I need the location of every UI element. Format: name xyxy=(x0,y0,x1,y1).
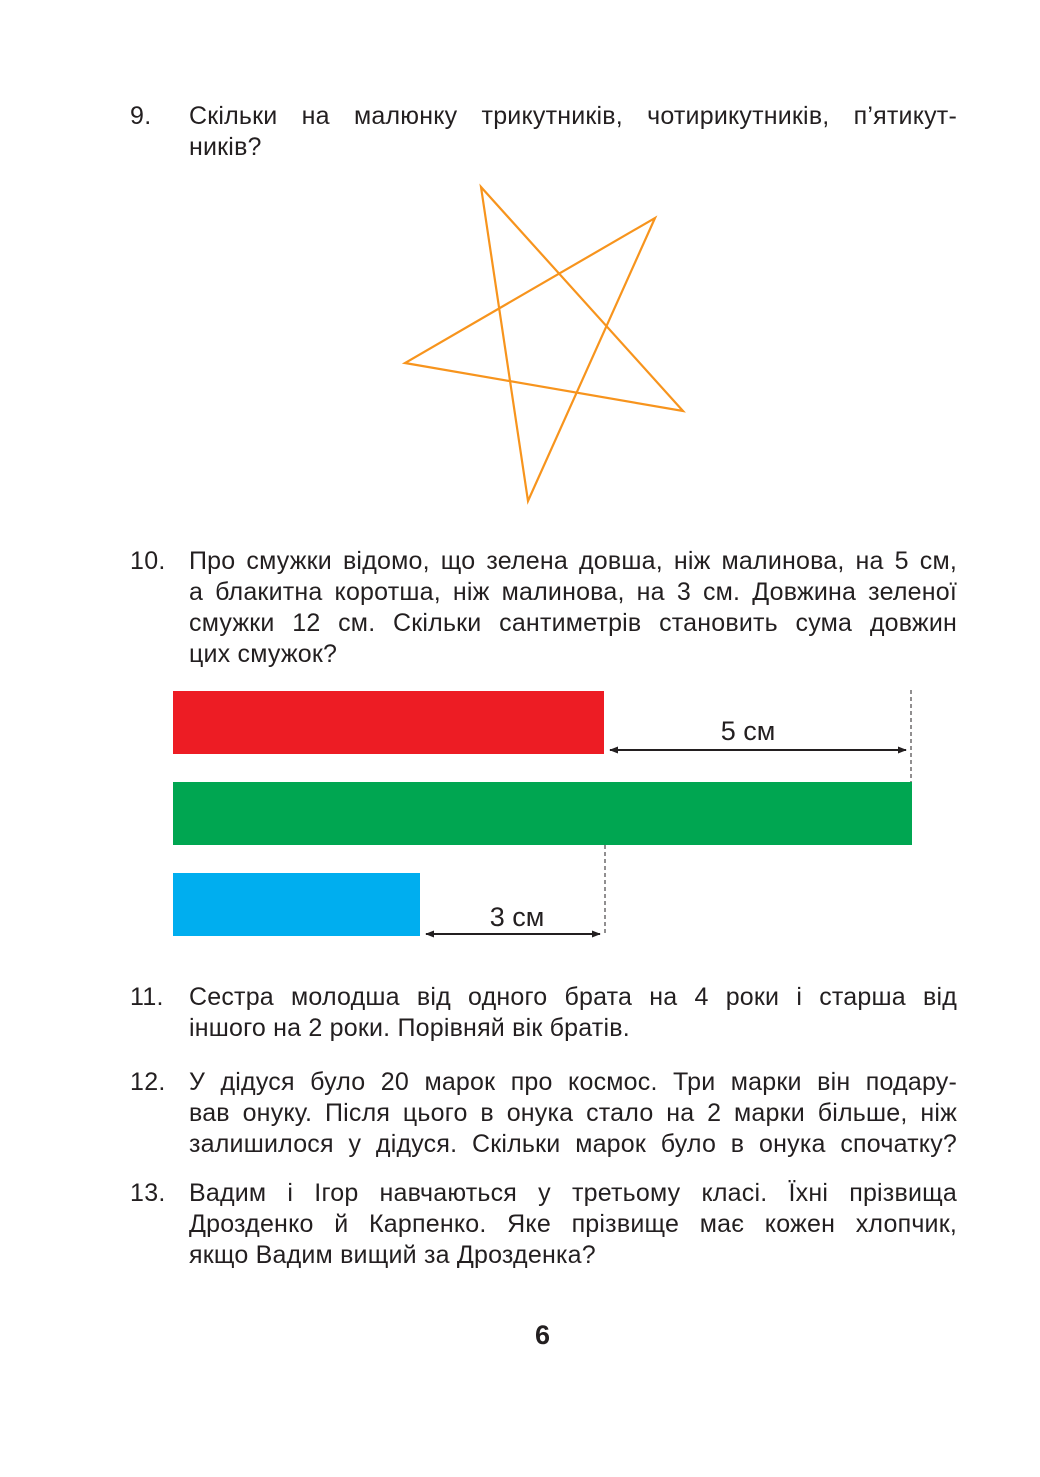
problem-text xyxy=(189,1067,957,1160)
problem-number: 12. xyxy=(130,1068,166,1096)
problem-text-line: залишилося у дідуся. Скільки марок було в онука спочатку? xyxy=(189,1130,957,1158)
page-number: 6 xyxy=(534,1320,551,1350)
problem-text-line: Про смужки відомо, що зелена довша, ніж малинова, на 5 см, xyxy=(189,547,957,575)
problem-text-line: Вадим і Ігор навчаються у третьому класі. Їхні прізвища xyxy=(189,1179,957,1207)
problem-text-line: а блакитна коротша, ніж малинова, на 3 см. Довжина зеленої xyxy=(189,578,957,606)
problem-text-line: ників? xyxy=(189,133,262,161)
problem-text-line: У дідуся було 20 марок про космос. Три марки він подару- xyxy=(189,1068,957,1096)
problem-number: 10. xyxy=(130,547,166,575)
blue-diff-label: 3 см xyxy=(489,902,545,932)
problem-text xyxy=(189,982,957,1044)
problem-number: 9. xyxy=(130,102,152,130)
green-strip xyxy=(173,782,912,845)
problem-text-line: Скільки на малюнку трикутників, чотирикутників, п’ятикут- xyxy=(189,102,957,130)
problem-number: 11. xyxy=(130,983,164,1011)
problem-text-line: цих смужок? xyxy=(189,640,338,668)
problem-text-line: іншого на 2 роки. Порівняй вік братів. xyxy=(189,1014,630,1042)
blue-strip xyxy=(173,873,420,936)
problem-text xyxy=(189,1178,957,1271)
green-diff-label: 5 см xyxy=(720,716,776,746)
problem-text-line: якщо Вадим вищий за Дрозденка? xyxy=(189,1241,596,1269)
problem-text-line: смужки 12 см. Скільки сантиметрів становить сума довжин xyxy=(189,609,957,637)
problem-text-line: вав онуку. Після цього в онука стало на 2 марки більше, ніж xyxy=(189,1099,957,1127)
problem-text-line: Дрозденко й Карпенко. Яке прізвище має кожен хлопчик, xyxy=(189,1210,957,1238)
red-strip xyxy=(173,691,604,754)
problem-text-line: Сестра молодша від одного брата на 4 роки і старша від xyxy=(189,983,957,1011)
problem-number: 13. xyxy=(130,1179,166,1207)
